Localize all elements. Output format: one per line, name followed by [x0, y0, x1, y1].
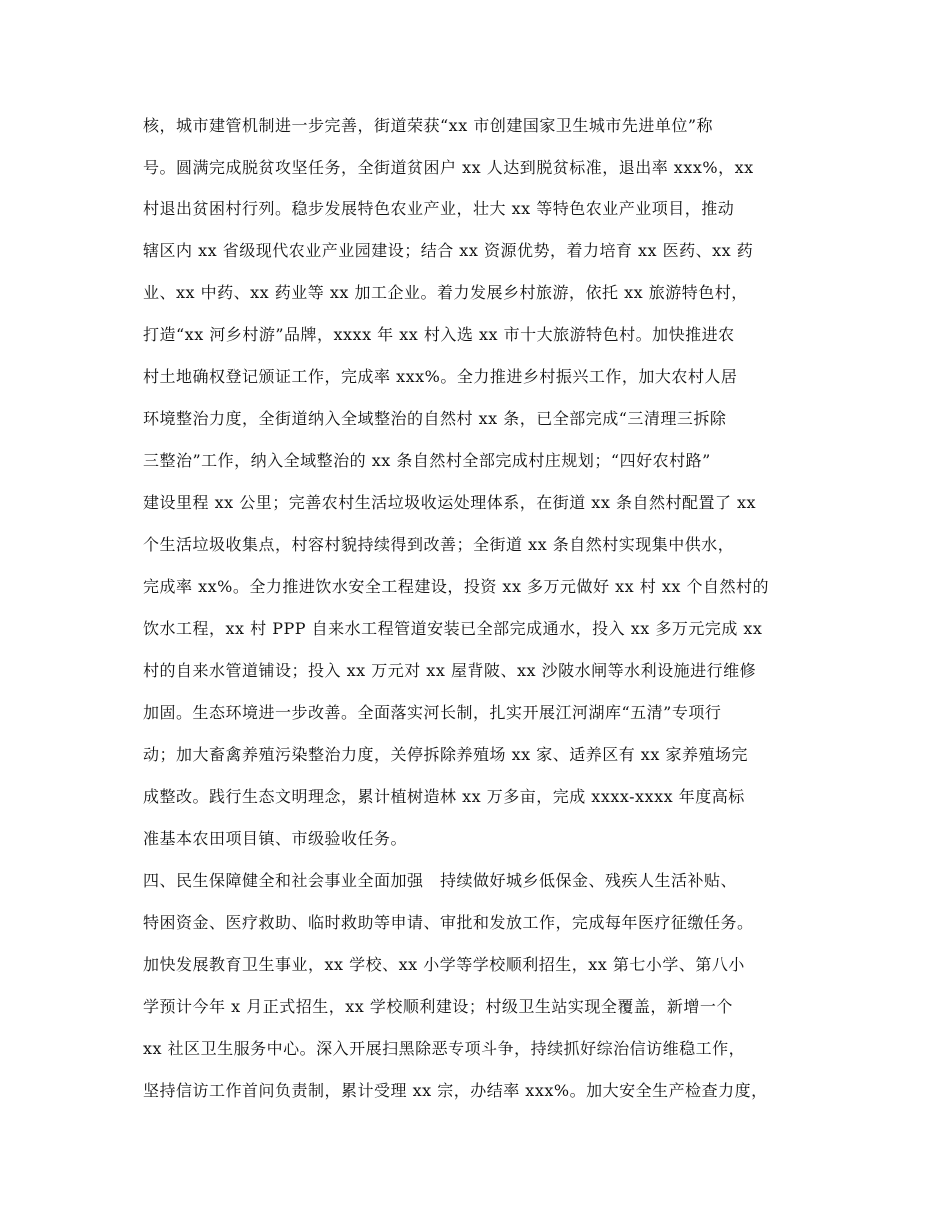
text-line: 业、xx 中药、xx 药业等 xx 加工企业。着力发展乡村旅游，依托 xx 旅游特色村，: [143, 283, 748, 302]
text-line: 动；加大畜禽养殖污染整治力度，关停拆除养殖场 xx 家、适养区有 xx 家养殖场完: [143, 745, 748, 764]
text-line: 饮水工程，xx 村 PPP 自来水工程管道安装已全部完成通水，投入 xx 多万元完成 xx: [143, 619, 763, 638]
text-line: 村退出贫困村行列。稳步发展特色农业产业，壮大 xx 等特色农业产业项目，推动: [143, 199, 735, 218]
text-line: 加快发展教育卫生事业，xx 学校、xx 小学等学校顺利招生，xx 第七小学、第八小: [143, 955, 745, 974]
text-line: 准基本农田项目镇、市级验收任务。: [143, 829, 408, 848]
text-line: 完成率 xx%。全力推进饮水安全工程建设，投资 xx 多万元做好 xx 村 xx 个自然村的: [143, 577, 769, 596]
text-line: 建设里程 xx 公里；完善农村生活垃圾收运处理体系，在街道 xx 条自然村配置了 xx: [143, 493, 757, 512]
text-line: 打造“xx 河乡村游”品牌，xxxx 年 xx 村入选 xx 市十大旅游特色村。加快推进农: [143, 325, 735, 344]
text-line: 辖区内 xx 省级现代农业产业园建设；结合 xx 资源优势，着力培育 xx 医药、xx 药: [143, 241, 754, 260]
text-line: 核，城市建管机制进一步完善，街道荣获“xx 市创建国家卫生城市先进单位”称: [143, 116, 713, 135]
text-line: 村土地确权登记颁证工作，完成率 xxx%。全力推进乡村振兴工作，加大农村人居: [143, 367, 738, 386]
text-line: 环境整治力度，全街道纳入全域整治的自然村 xx 条，已全部完成“三清理三拆除: [143, 409, 727, 428]
text-line: 成整改。践行生态文明理念，累计植树造林 xx 万多亩，完成 xxxx-xxxx 年度高标: [143, 787, 745, 806]
text-line: 学预计今年 x 月正式招生，xx 学校顺利建设；村级卫生站实现全覆盖，新增一个: [143, 997, 733, 1016]
text-line: 村的自来水管道铺设；投入 xx 万元对 xx 屋背陂、xx 沙陂水闸等水利设施进行维修: [143, 661, 757, 680]
text-line: 号。圆满完成脱贫攻坚任务，全街道贫困户 xx 人达到脱贫标准，退出率 xxx%，xx: [143, 158, 754, 177]
text-line: xx 社区卫生服务中心。深入开展扫黑除恶专项斗争，持续抓好综治信访维稳工作，: [143, 1039, 746, 1058]
text-line: 个生活垃圾收集点，村容村貌持续得到改善；全街道 xx 条自然村实现集中供水，: [143, 535, 735, 554]
text-line: 特困资金、医疗救助、临时救助等申请、审批和发放工作，完成每年医疗征缴任务。: [143, 913, 754, 932]
text-line: 三整治”工作，纳入全域整治的 xx 条自然村全部完成村庄规划；“四好农村路”: [143, 451, 711, 470]
text-line: 加固。生态环境进一步改善。全面落实河长制，扎实开展江河湖库“五清”专项行: [143, 703, 722, 722]
section-heading-line: 四、民生保障健全和社会事业全面加强 持续做好城乡低保金、残疾人生活补贴、: [143, 871, 738, 890]
text-line: 坚持信访工作首问负责制，累计受理 xx 宗，办结率 xxx%。加大安全生产检查力度，: [143, 1081, 768, 1100]
